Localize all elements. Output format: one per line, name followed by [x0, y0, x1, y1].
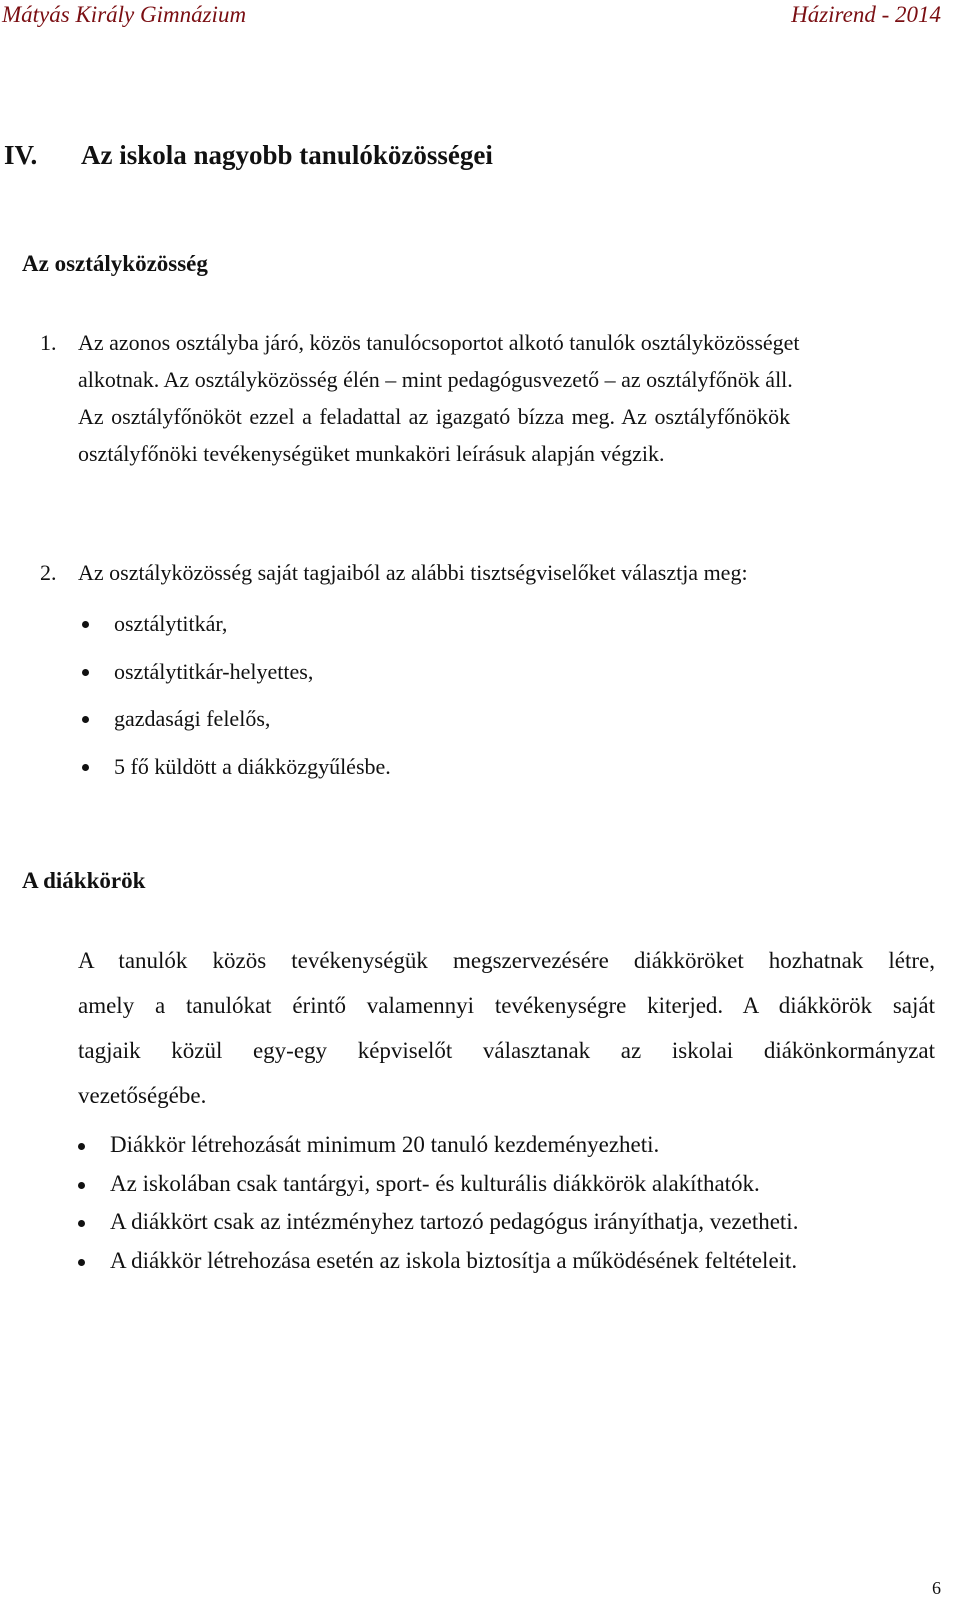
paragraph-line-2: amely a tanulókat érintő valamennyi tevékenységre kiterjed. A diákkörök saját	[78, 993, 935, 1018]
item-1-line-3: Az osztályfőnököt ezzel a feladattal az igazgató bízza meg. Az osztályfőnökök	[78, 404, 791, 429]
item-1-line-2: alkotnak. Az osztályközösség élén – mint pedagógusvezető – az osztályfőnök áll.	[78, 367, 793, 392]
bullet-icon	[78, 1182, 85, 1189]
bullet-icon	[78, 1220, 85, 1227]
paragraph-line-4: vezetőségébe.	[78, 1083, 207, 1108]
paragraph-line-1: A tanulók közös tevékenységük megszervezésére diákköröket hozhatnak létre,	[78, 948, 935, 973]
bullet-icon	[82, 669, 89, 676]
list-item: A diákkört csak az intézményhez tartozó pedagógus irányíthatja, vezetheti.	[78, 1209, 766, 1235]
bullet-icon	[82, 716, 89, 723]
bullet-icon	[78, 1259, 85, 1266]
header-school-name: Mátyás Király Gimnázium	[2, 2, 247, 27]
item-2-number: 2.	[40, 560, 57, 585]
list-item: osztálytitkár,	[82, 611, 195, 637]
list-item: osztálytitkár-helyettes,	[82, 659, 281, 685]
chapter-heading	[4, 140, 493, 171]
section-title-diakkorok: A diákkörök	[22, 868, 146, 893]
list-item: A diákkör létrehozása esetén az iskola biztosítja a működésének feltételeit.	[78, 1248, 765, 1274]
chapter-number: IV.	[4, 140, 38, 170]
header-document-title: Házirend - 2014	[791, 2, 941, 27]
bullet-icon	[78, 1143, 85, 1150]
paragraph-line-3: tagjaik közül egy-egy képviselőt választanak az iskolai diákönkormányzat	[78, 1038, 935, 1063]
chapter-title: Az iskola nagyobb tanulóközösségei	[81, 140, 493, 170]
item-1-number: 1.	[40, 330, 57, 355]
item-1-line-4: osztályfőnöki tevékenységüket munkaköri leírásuk alapján végzik.	[78, 441, 665, 466]
section-title-osztalykozosseg: Az osztályközösség	[22, 251, 208, 276]
bullet-icon	[82, 764, 89, 771]
bullet-icon	[82, 621, 89, 628]
list-item: Az iskolában csak tantárgyi, sport- és kulturális diákkörök alakíthatók.	[78, 1171, 728, 1197]
list-item: gazdasági felelős,	[82, 706, 238, 732]
page-number: 6	[932, 1578, 941, 1598]
item-2-text: Az osztályközösség saját tagjaiból az alábbi tisztségviselőket választja meg:	[78, 560, 748, 585]
list-item: 5 fő küldött a diákközgyűlésbe.	[82, 754, 359, 780]
list-item: Diákkör létrehozását minimum 20 tanuló kezdeményezheti.	[78, 1132, 627, 1158]
item-1-line-1: Az azonos osztályba járó, közös tanulócsoportot alkotó tanulók osztályközösséget	[78, 330, 800, 355]
